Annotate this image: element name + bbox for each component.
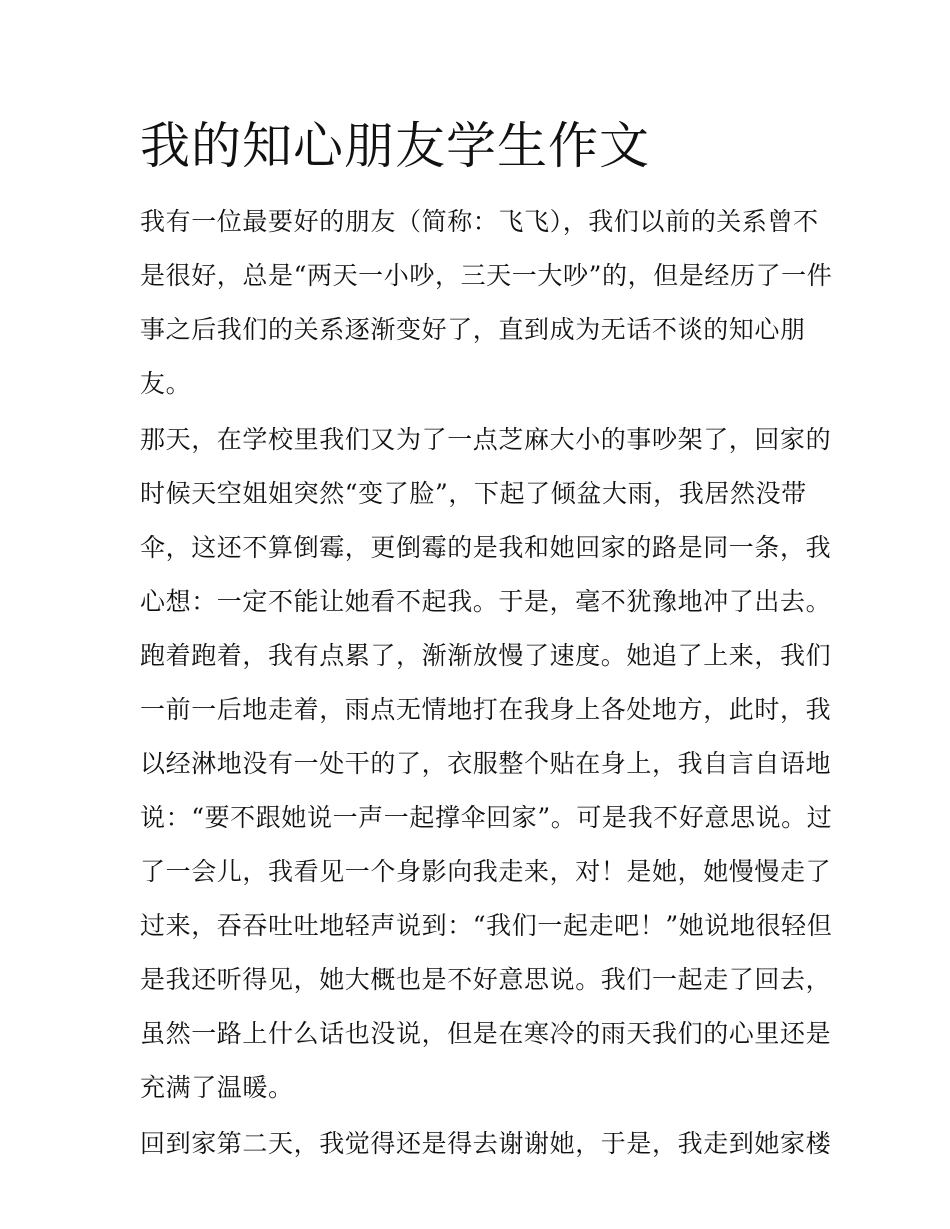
text-line: 虽然一路上什么话也没说，但是在寒冷的雨天我们的心里还是 bbox=[140, 1019, 832, 1048]
text-line: 一前一后地走着，雨点无情地打在我身上各处地方，此时，我 bbox=[140, 695, 832, 724]
text-line: 了一会儿，我看见一个身影向我走来，对！是她，她慢慢走了 bbox=[140, 857, 832, 886]
text-line: 是很好，总是“两天一小吵，三天一大吵”的，但是经历了一件 bbox=[140, 261, 833, 290]
text-line: 充满了温暖。 bbox=[140, 1073, 294, 1102]
essay-body bbox=[140, 195, 833, 1171]
text-line: 回到家第二天，我觉得还是得去谢谢她，于是，我走到她家楼 bbox=[140, 1129, 832, 1158]
text-line: 心想：一定不能让她看不起我。于是，毫不犹豫地冲了出去。 bbox=[140, 587, 832, 616]
text-line: 说：“要不跟她说一声一起撑伞回家”。可是我不好意思说。过 bbox=[140, 803, 833, 832]
text-line: 友。 bbox=[140, 369, 192, 398]
text-line: 我有一位最要好的朋友（简称：飞飞），我们以前的关系曾不 bbox=[140, 207, 819, 236]
text-line: 时候天空姐姐突然“变了脸”，下起了倾盆大雨，我居然没带 bbox=[140, 479, 807, 508]
text-line: 那天，在学校里我们又为了一点芝麻大小的事吵架了，回家的 bbox=[140, 425, 832, 454]
text-line: 以经淋地没有一处干的了，衣服整个贴在身上，我自言自语地 bbox=[140, 749, 832, 778]
text-line: 事之后我们的关系逐渐变好了，直到成为无话不谈的知心朋 bbox=[140, 315, 806, 344]
text-line: 伞，这还不算倒霉，更倒霉的是我和她回家的路是同一条，我 bbox=[140, 533, 832, 562]
text-line: 跑着跑着，我有点累了，渐渐放慢了速度。她追了上来，我们 bbox=[140, 641, 832, 670]
text-line: 是我还听得见，她大概也是不好意思说。我们一起走了回去， bbox=[140, 965, 832, 994]
essay-title: 我的知心朋友学生作文 bbox=[140, 117, 650, 175]
text-line: 过来，吞吞吐吐地轻声说到：“我们一起走吧！”她说地很轻但 bbox=[140, 911, 833, 940]
